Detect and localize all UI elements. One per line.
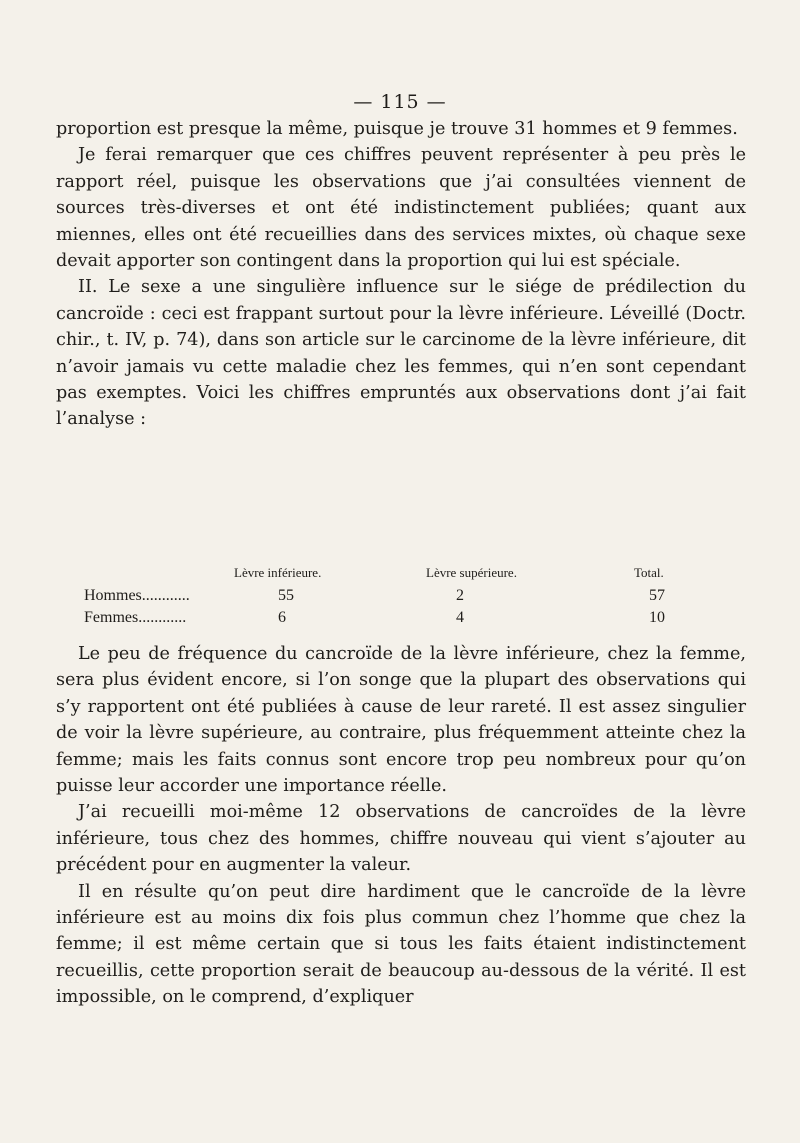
table-header-row xyxy=(56,565,746,587)
cell-lower-lip: 6 xyxy=(278,609,286,626)
paragraph-frequency: Le peu de fréquence du cancroïde de la lèvre inférieure, chez la femme, sera plus évident encore, si l’on songe que la plupart des observations qui s’y rapportent ont été publiées à cause de leur rareté. Il est assez singulier de voir la lèvre supérieure, au contraire, plus fréquemment atteinte chez la femme; mais les faits connus sont encore trop peu nombreux pour qu’on puisse leur accorder une importance réelle. xyxy=(56,644,746,797)
page-number: — 115 — xyxy=(353,91,447,113)
body-text-bottom xyxy=(56,641,746,1011)
paragraph-section-ii: II. Le sexe a une singulière influence sur le siége de prédilection du cancroïde : ceci est frappant surtout pour la lèvre inférieure. Léveillé (Doctr. chir., t. IV, p. 74), dans son article sur le carcinome de la lèvre inférieure, dit n’avoir jamais vu cette maladie chez les femmes, qui n’en sont cependant pas exemptes. Voici les chiffres empruntés aux observations dont j’ai fait l’analyse : xyxy=(56,277,746,430)
cell-total: 57 xyxy=(649,587,665,604)
header-total: Total. xyxy=(634,565,664,580)
cell-lower-lip: 55 xyxy=(278,587,294,604)
row-label: Hommes............ xyxy=(84,587,190,604)
cell-upper-lip: 2 xyxy=(456,587,464,604)
cell-total: 10 xyxy=(649,609,665,626)
body-text-top xyxy=(56,116,746,433)
table-row xyxy=(56,587,746,609)
header-upper-lip: Lèvre supérieure. xyxy=(426,565,517,580)
paragraph-own-observations: J’ai recueilli moi-même 12 observations de cancroïdes de la lèvre inférieure, tous chez des hommes, chiffre nouveau qui vient s’ajouter au précédent pour en augmenter la valeur. xyxy=(56,802,746,876)
header-lower-lip: Lèvre inférieure. xyxy=(234,565,322,580)
statistics-table xyxy=(56,565,746,631)
paragraph-continuation: proportion est presque la même, puisque je trouve 31 hommes et 9 femmes. xyxy=(56,119,738,139)
paragraph-conclusion: Il en résulte qu’on peut dire hardiment que le cancroïde de la lèvre inférieure est au moins dix fois plus commun chez l’homme que chez la femme; il est même certain que si tous les faits étaient indistinctement recueillis, cette proportion serait de beaucoup au-dessous de la vérité. Il est impossible, on le comprend, d’expliquer xyxy=(56,881,746,1008)
cell-upper-lip: 4 xyxy=(456,609,464,626)
paragraph-remark: Je ferai remarquer que ces chiffres peuvent représenter à peu près le rapport réel, puisque les observations que j’ai consultées viennent de sources très-diverses et ont été indistinctement publiées; quant aux miennes, elles ont été recueillies dans des services mixtes, où chaque sexe devait apporter son contingent dans la proportion qui lui est spéciale. xyxy=(56,145,746,272)
row-label: Femmes............ xyxy=(84,609,187,626)
table-row xyxy=(56,609,746,631)
